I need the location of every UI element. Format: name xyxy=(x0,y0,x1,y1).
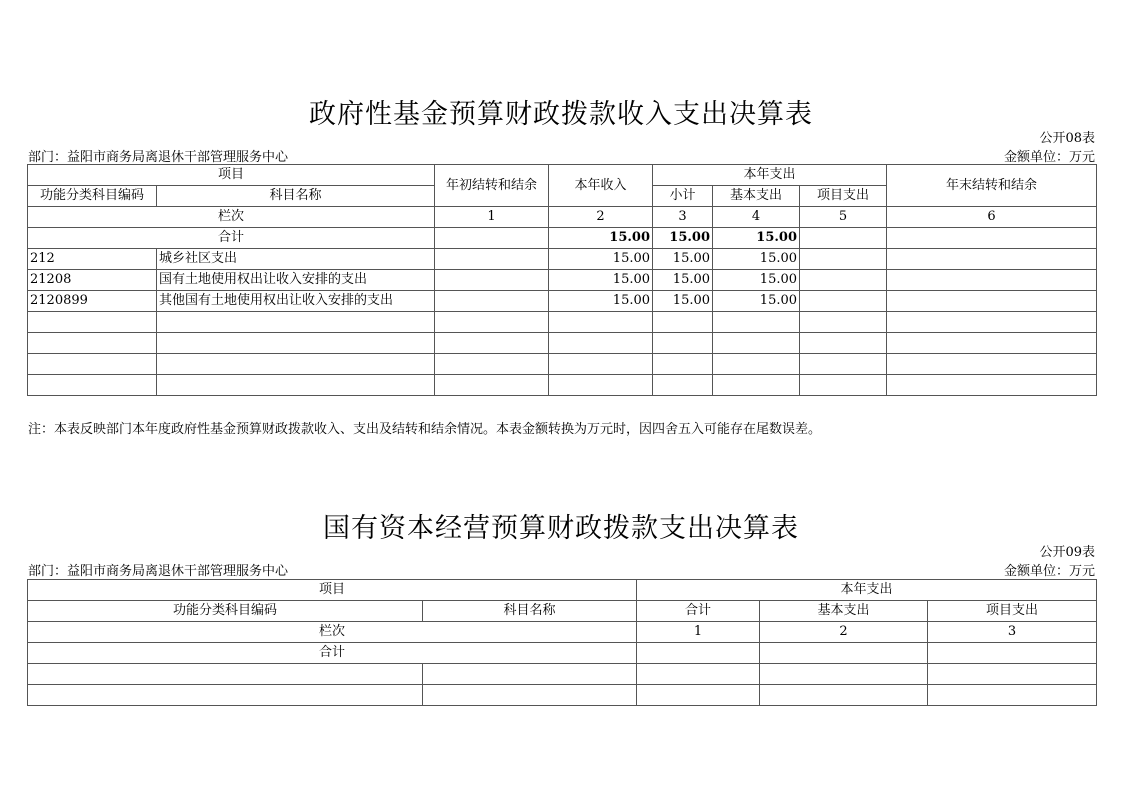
cell-empty xyxy=(637,643,760,664)
total-subtotal: 15.00 xyxy=(653,228,713,249)
header-item: 项目 xyxy=(28,580,637,601)
header-name: 科目名称 xyxy=(157,186,435,207)
header-end-balance: 年末结转和结余 xyxy=(887,165,1097,207)
cell-empty xyxy=(435,291,549,312)
row-basic: 15.00 xyxy=(713,270,800,291)
table1-code: 公开08表 xyxy=(1039,131,1095,146)
lanci-num: 2 xyxy=(549,207,653,228)
header-code: 功能分类科目编码 xyxy=(28,601,423,622)
row-code: 212 xyxy=(28,249,157,270)
total-label: 合计 xyxy=(28,228,435,249)
empty-row xyxy=(28,333,1097,354)
header-expense: 本年支出 xyxy=(637,580,1097,601)
row-subtotal: 15.00 xyxy=(653,270,713,291)
row-code: 2120899 xyxy=(28,291,157,312)
cell-empty xyxy=(887,249,1097,270)
row-name: 国有土地使用权出让收入安排的支出 xyxy=(157,270,435,291)
cell-empty xyxy=(760,643,928,664)
row-subtotal: 15.00 xyxy=(653,249,713,270)
total-income: 15.00 xyxy=(549,228,653,249)
cell-empty xyxy=(800,228,887,249)
total-row xyxy=(28,643,1097,664)
lanci-num: 6 xyxy=(887,207,1097,228)
lanci-num: 3 xyxy=(653,207,713,228)
table2 xyxy=(27,579,1097,706)
row-basic: 15.00 xyxy=(713,249,800,270)
row-income: 15.00 xyxy=(549,291,653,312)
header-income: 本年收入 xyxy=(549,165,653,207)
total-label: 合计 xyxy=(28,643,637,664)
total-row xyxy=(28,228,1097,249)
cell-empty xyxy=(800,291,887,312)
header-basic: 基本支出 xyxy=(760,601,928,622)
table-row xyxy=(28,249,1097,270)
lanci-num: 1 xyxy=(435,207,549,228)
table2-department: 部门：益阳市商务局离退休干部管理服务中心 xyxy=(28,564,289,579)
cell-empty xyxy=(928,643,1097,664)
header-subtotal: 小计 xyxy=(653,186,713,207)
lanci-num: 1 xyxy=(637,622,760,643)
empty-row xyxy=(28,664,1097,685)
table2-title: 国有资本经营预算财政拨款支出决算表 xyxy=(323,513,799,544)
row-subtotal: 15.00 xyxy=(653,291,713,312)
cell-empty xyxy=(887,291,1097,312)
row-basic: 15.00 xyxy=(713,291,800,312)
row-code: 21208 xyxy=(28,270,157,291)
lanci-num: 5 xyxy=(800,207,887,228)
table-row xyxy=(28,291,1097,312)
header-name: 科目名称 xyxy=(423,601,637,622)
lanci-label: 栏次 xyxy=(28,207,435,228)
cell-empty xyxy=(887,228,1097,249)
table2-code: 公开09表 xyxy=(1039,545,1095,560)
cell-empty xyxy=(435,249,549,270)
cell-empty xyxy=(435,270,549,291)
empty-row xyxy=(28,354,1097,375)
cell-empty xyxy=(887,270,1097,291)
header-expense: 本年支出 xyxy=(653,165,887,186)
header-basic: 基本支出 xyxy=(713,186,800,207)
cell-empty xyxy=(800,249,887,270)
header-total: 合计 xyxy=(637,601,760,622)
lanci-row xyxy=(28,207,1097,228)
lanci-row xyxy=(28,622,1097,643)
header-project: 项目支出 xyxy=(800,186,887,207)
cell-empty xyxy=(435,228,549,249)
table1 xyxy=(27,164,1097,396)
lanci-num: 2 xyxy=(760,622,928,643)
table2-unit: 金额单位：万元 xyxy=(1003,564,1095,579)
total-basic: 15.00 xyxy=(713,228,800,249)
header-code: 功能分类科目编码 xyxy=(28,186,157,207)
empty-row xyxy=(28,685,1097,706)
table1-title: 政府性基金预算财政拨款收入支出决算表 xyxy=(309,99,813,130)
row-income: 15.00 xyxy=(549,249,653,270)
empty-row xyxy=(28,375,1097,396)
table1-department: 部门：益阳市商务局离退休干部管理服务中心 xyxy=(28,150,289,165)
row-name: 其他国有土地使用权出让收入安排的支出 xyxy=(157,291,435,312)
header-item: 项目 xyxy=(28,165,435,186)
empty-row xyxy=(28,312,1097,333)
table1-unit: 金额单位：万元 xyxy=(1003,150,1095,165)
table1-note: 注：本表反映部门本年度政府性基金预算财政拨款收入、支出及结转和结余情况。本表金额转换为万元时，因四舍五入可能存在尾数误差。 xyxy=(28,422,822,437)
lanci-num: 3 xyxy=(928,622,1097,643)
row-name: 城乡社区支出 xyxy=(157,249,435,270)
row-income: 15.00 xyxy=(549,270,653,291)
lanci-num: 4 xyxy=(713,207,800,228)
table-row xyxy=(28,270,1097,291)
lanci-label: 栏次 xyxy=(28,622,637,643)
header-begin-balance: 年初结转和结余 xyxy=(435,165,549,207)
cell-empty xyxy=(800,270,887,291)
header-project: 项目支出 xyxy=(928,601,1097,622)
